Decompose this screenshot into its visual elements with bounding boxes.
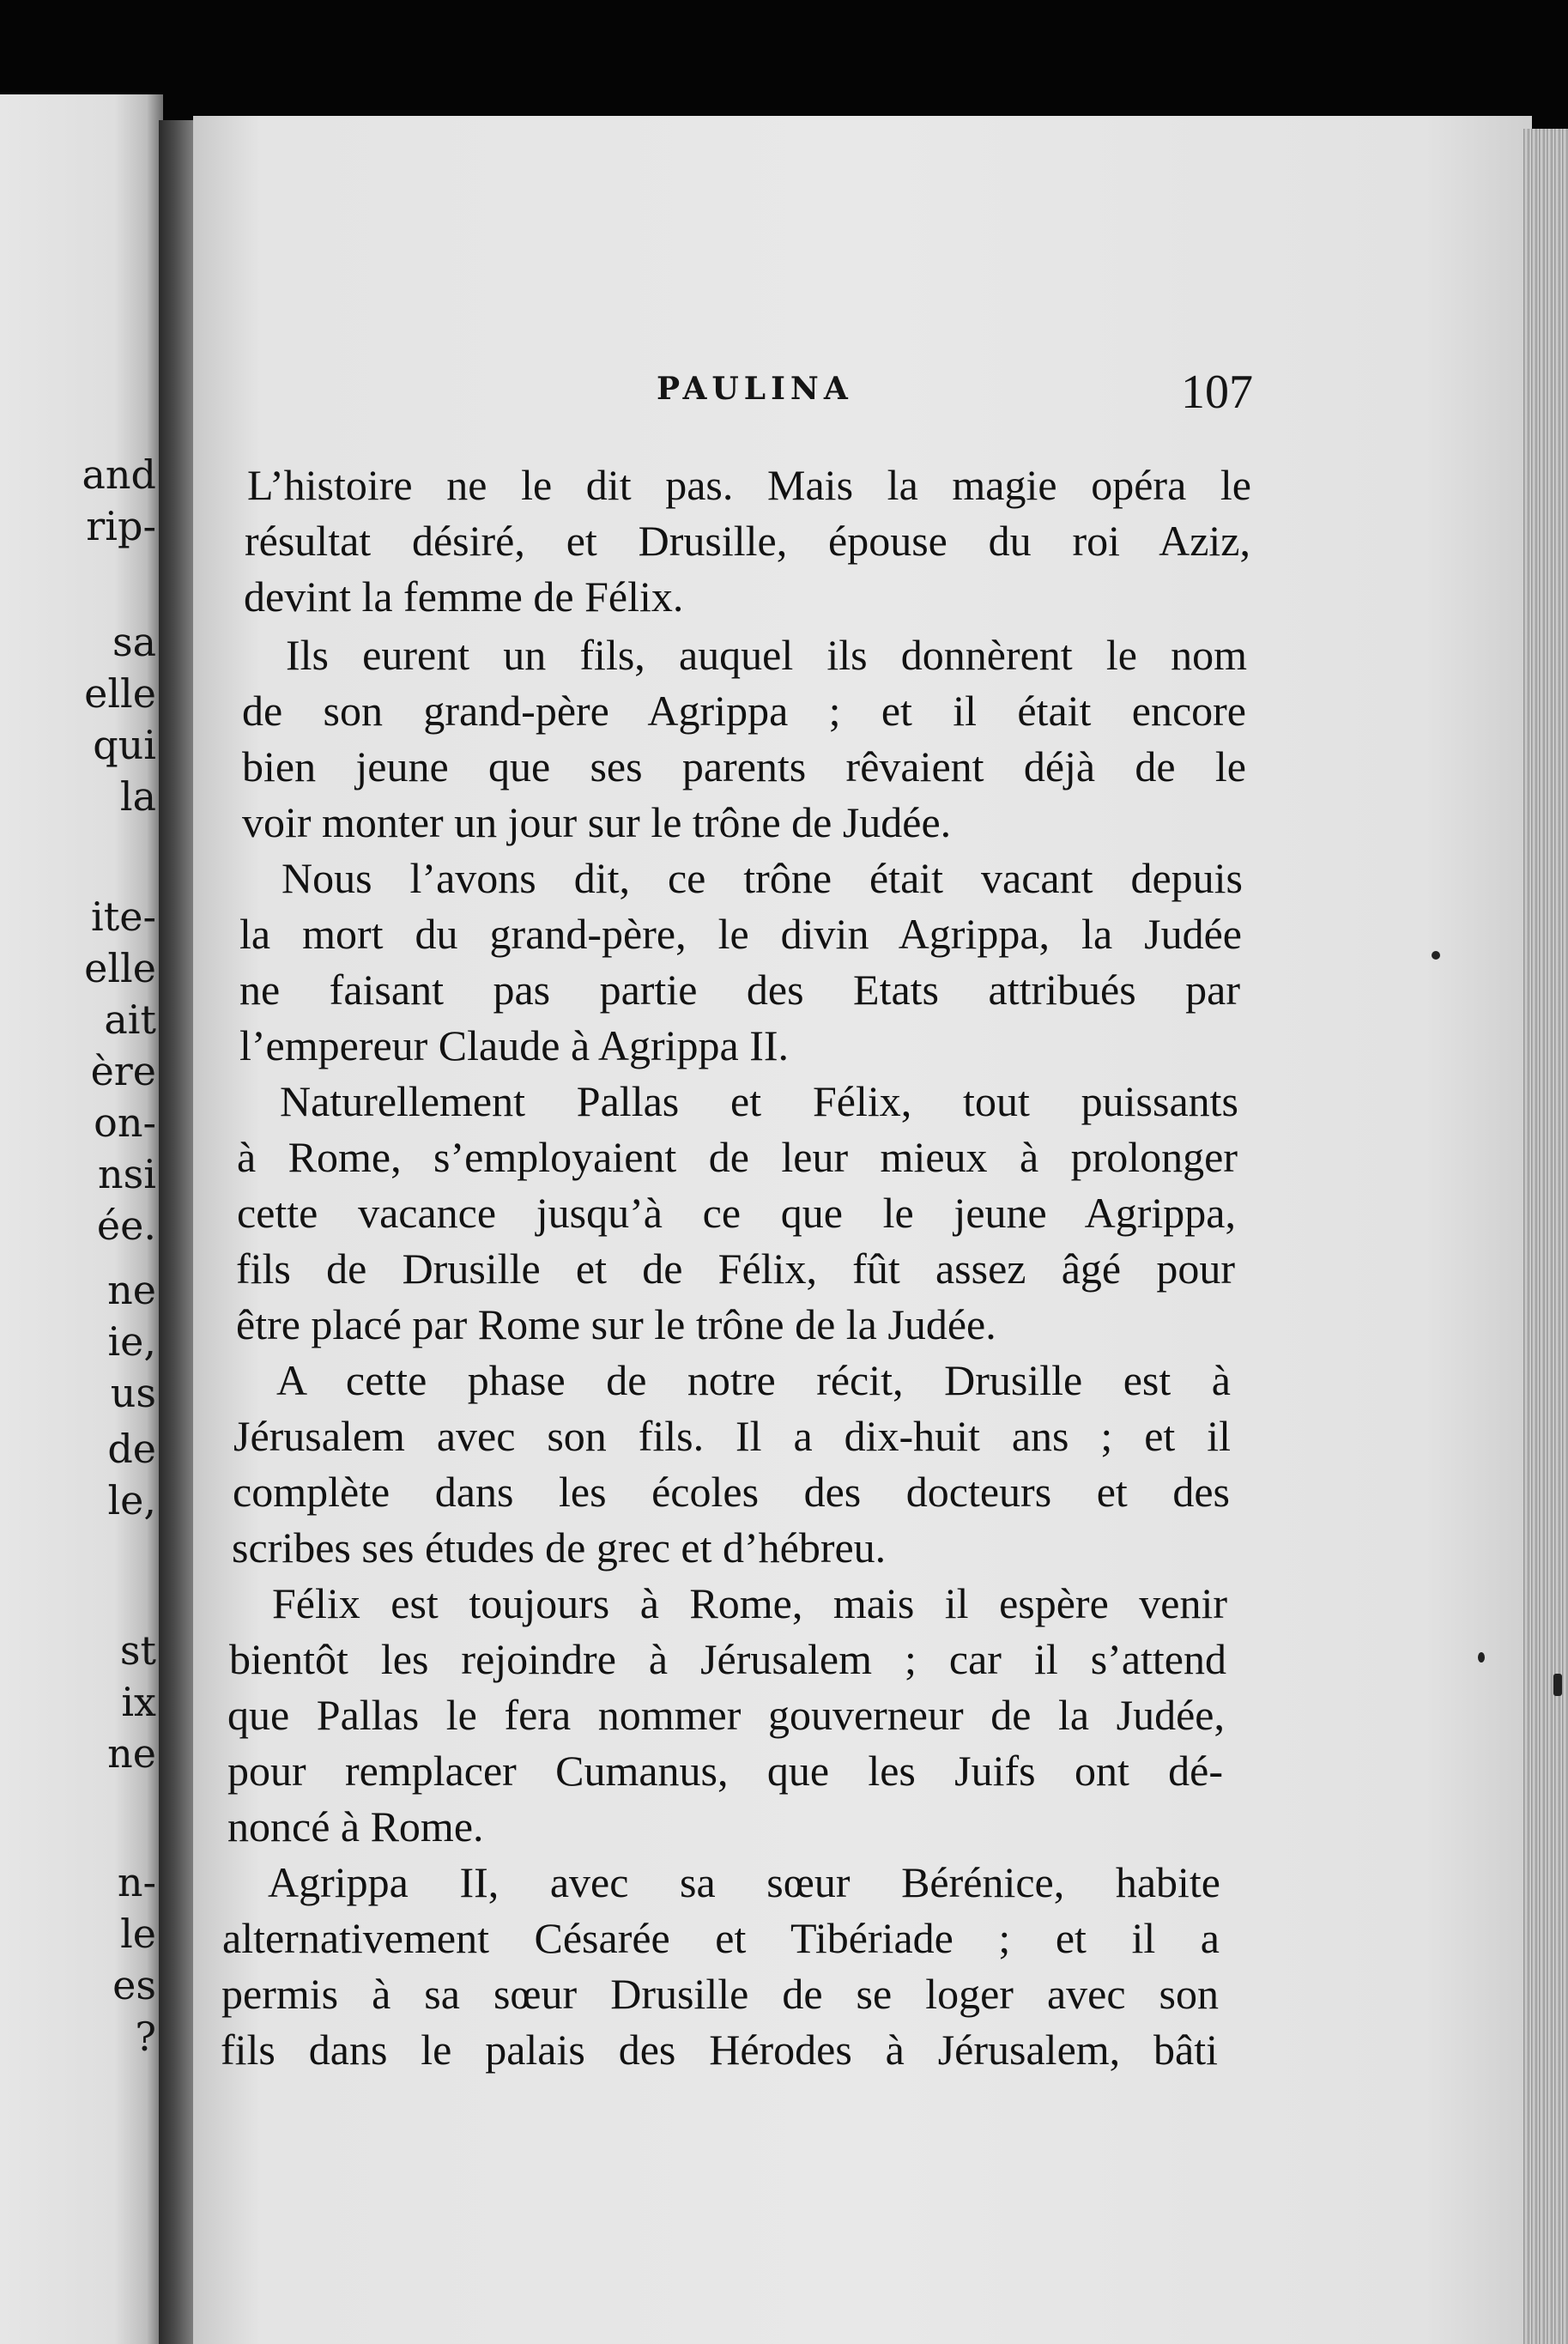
left-fragment: ite- — [91, 893, 156, 940]
left-fragment: and — [82, 451, 156, 498]
dust-speck — [1478, 1652, 1485, 1663]
text-line: ne faisant pas partie des Etats attribués par — [239, 966, 1240, 1014]
left-fragment: le — [120, 1911, 156, 1957]
left-fragment: le, — [107, 1477, 156, 1523]
text-line: la mort du grand-père, le divin Agrippa, la Judée — [239, 910, 1242, 958]
text-line: pour remplacer Cumanus, que les Juifs ont dé- — [227, 1747, 1223, 1795]
text-line: résultat désiré, et Drusille, épouse du roi Aziz, — [245, 517, 1250, 565]
text-line: à Rome, s’employaient de leur mieux à prolonger — [237, 1133, 1238, 1181]
text-line: bientôt les rejoindre à Jérusalem ; car il s’attend — [229, 1635, 1226, 1683]
left-fragment: ée. — [96, 1202, 156, 1249]
left-fragment: ie, — [107, 1318, 156, 1365]
text-line: que Pallas le fera nommer gouverneur de la Judée, — [227, 1691, 1225, 1739]
left-fragment: ? — [135, 2014, 156, 2060]
text-line: Agrippa II, avec sa sœur Bérénice, habite — [268, 1858, 1220, 1906]
book-gutter — [159, 120, 197, 2344]
text-line: Nous l’avons dit, ce trône était vacant depuis — [282, 854, 1243, 902]
text-line: l’empereur Claude à Agrippa II. — [239, 1021, 790, 1069]
left-fragment: de — [107, 1426, 156, 1472]
left-fragment: ne — [107, 1730, 156, 1777]
text-line: scribes ses études de grec et d’hébreu. — [232, 1523, 887, 1572]
dust-speck — [1553, 1674, 1562, 1696]
text-line: être placé par Rome sur le trône de la Judée. — [236, 1300, 996, 1348]
left-fragment: la — [119, 773, 156, 820]
left-fragment: nsi — [98, 1151, 156, 1197]
left-fragment: rip- — [86, 503, 156, 549]
text-line: permis à sa sœur Drusille de se loger avec son — [221, 1970, 1219, 2018]
left-fragment: us — [110, 1370, 156, 1416]
text-line: alternativement Césarée et Tibériade ; et il a — [222, 1914, 1220, 1962]
text-line: bien jeune que ses parents rêvaient déjà de le — [242, 742, 1246, 790]
left-fragment: qui — [93, 722, 156, 768]
text-line: Félix est toujours à Rome, mais il espère venir — [272, 1579, 1227, 1627]
text-line: Ils eurent un fils, auquel ils donnèrent le nom — [286, 631, 1247, 679]
left-fragment: ère — [90, 1048, 156, 1094]
text-line: complète dans les écoles des docteurs et des — [233, 1468, 1230, 1516]
text-line: Naturellement Pallas et Félix, tout puissants — [280, 1077, 1238, 1125]
left-fragment: st — [119, 1627, 156, 1674]
text-line: de son grand-père Agrippa ; et il était encore — [242, 687, 1246, 735]
text-line: devint la femme de Félix. — [244, 572, 684, 621]
text-line: L’histoire ne le dit pas. Mais la magie opéra le — [247, 461, 1251, 509]
text-line: fils de Drusille et de Félix, fût assez âgé pour — [236, 1245, 1235, 1293]
text-line: A cette phase de notre récit, Drusille est à — [276, 1356, 1231, 1404]
text-line: voir monter un jour sur le trône de Judée. — [242, 798, 952, 846]
left-fragment: ait — [104, 996, 156, 1043]
page-edges — [1523, 129, 1568, 2344]
left-fragment: es — [112, 1962, 156, 2008]
left-fragment: ix — [121, 1679, 156, 1725]
text-line: noncé à Rome. — [227, 1802, 484, 1850]
running-title: PAULINA — [657, 371, 853, 407]
page-number: 107 — [1181, 366, 1253, 419]
text-line: cette vacance jusqu’à ce que le jeune Agrippa, — [237, 1189, 1236, 1237]
left-fragment: ne — [107, 1267, 156, 1313]
text-line: Jérusalem avec son fils. Il a dix-huit ans ; et il — [233, 1412, 1231, 1460]
left-fragment: elle — [84, 670, 156, 717]
left-fragment: elle — [84, 945, 156, 991]
text-line: fils dans le palais des Hérodes à Jérusalem, bâti — [221, 2026, 1218, 2074]
left-fragment: n- — [117, 1859, 156, 1905]
left-fragment: on- — [94, 1099, 156, 1146]
dust-speck — [1432, 951, 1440, 960]
left-fragment: sa — [112, 619, 156, 665]
left-facing-page — [0, 94, 163, 2344]
